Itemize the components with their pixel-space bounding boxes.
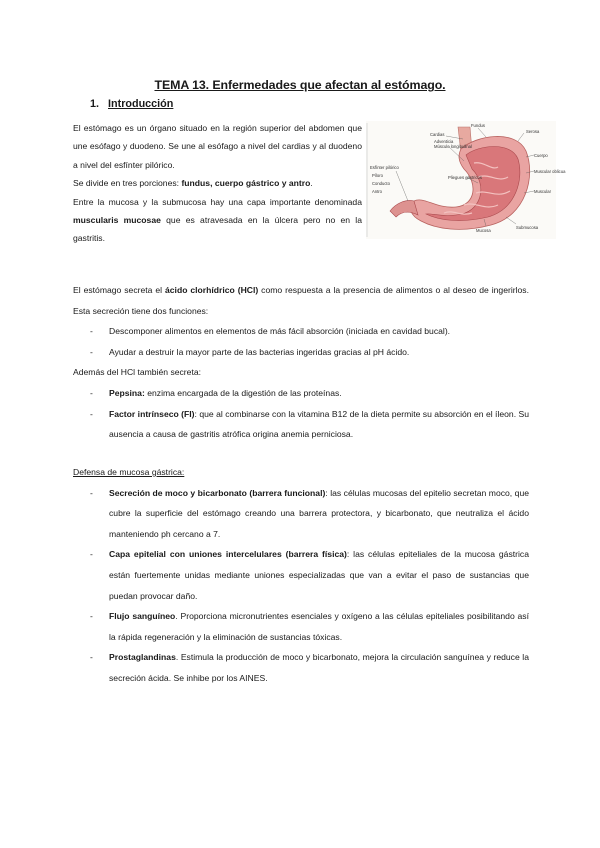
label-pliegues: Pliegues gástricos [448, 175, 482, 180]
acid-paragraph [73, 280, 529, 321]
stomach-illustration [366, 121, 566, 239]
label-submucosa: Submucosa [516, 225, 539, 230]
label-esfinter: Esfínter pilórico [370, 165, 399, 170]
list-item-text: Ayudar a destruir la mayor parte de las bacterias ingeridas gracias al pH ácido. [109, 346, 410, 357]
label-muscular: Muscular [534, 189, 551, 194]
stomach-anatomy-figure [366, 121, 566, 239]
list-item-text: Descomponer alimentos en elementos de más fácil absorción (iniciada en cavidad bucal). [109, 326, 451, 337]
list-item [73, 647, 529, 688]
bold-run: Factor intrínseco (FI) [109, 408, 195, 419]
list-item [73, 606, 529, 647]
bold-run: Prostaglandinas [109, 652, 176, 663]
also-secretes-paragraph: Además del HCl también secreta: [73, 367, 202, 378]
label-serosa: Serosa [526, 129, 540, 134]
dash-marker: - [90, 408, 93, 419]
dash-marker: - [90, 387, 93, 398]
text-run: El estómago secreta el [73, 285, 165, 295]
text-run: : que al combinarse con la vitamina B12 de la dieta permite su absorción en el íleon. Su ausencia a causa de gastritis atrófica origina anemia perniciosa. [109, 408, 530, 440]
list-item [73, 321, 529, 342]
dash-marker: - [90, 611, 93, 622]
acid-section [73, 280, 529, 445]
defense-heading: Defensa de mucosa gástrica: [73, 467, 185, 477]
text-run: : las células mucosas del epitelio secretan moco, que cubre la superficie del estómago creando una barrera protectora, y bicarbonato, que neutraliza el ácido manteniendo ph cercano a 7. [109, 487, 530, 539]
label-cardias: Cardias [430, 132, 445, 137]
list-item [73, 544, 529, 606]
bold-run: ácido clorhídrico (HCl) [165, 285, 259, 295]
dash-marker: - [90, 652, 93, 663]
section-heading [90, 98, 173, 110]
page-title: TEMA 13. Enfermedades que afectan al estómago. [154, 78, 446, 92]
list-item [73, 483, 529, 545]
secretions-list [73, 383, 529, 445]
bold-run: muscularis mucosae [73, 215, 161, 226]
text-run: . Estimula la producción de moco y bicarbonato, mejora la circulación sanguínea y reduce la secreción ácida. Se inhibe por los AINES. [109, 652, 529, 683]
intro-paragraph-3 [73, 193, 362, 248]
label-antro: Antro [372, 189, 383, 194]
dash-marker: - [90, 346, 93, 357]
text-run: que es atravesada en la úlcera pero no en la gastritis. [73, 215, 362, 244]
list-item [73, 342, 529, 363]
text-run: enzima encargada de la digestión de las proteínas. [144, 387, 342, 398]
dash-marker: - [90, 326, 93, 337]
acid-functions-list [73, 321, 529, 362]
bold-run: Flujo sanguíneo [109, 611, 176, 622]
label-cuerpo: Cuerpo [534, 153, 548, 158]
label-conducto: Conducto [372, 181, 390, 186]
text-run: : las células epiteliales de la mucosa gástrica están fuertemente unidas mediante uniones especializadas que van a evitar el paso de sustancias que puedan provocar daño. [109, 549, 529, 601]
dash-marker: - [90, 549, 93, 560]
label-fundus: Fundus [471, 123, 485, 128]
defense-section [73, 462, 529, 689]
text-run: como respuesta a la presencia de alimentos o al deseo de ingerirlos. Esta secreción tiene dos funciones: [73, 285, 529, 316]
label-piloro: Píloro [372, 173, 383, 178]
section-title: Introducción [108, 98, 174, 110]
label-mucosa: Mucosa [476, 228, 491, 233]
list-item [73, 404, 529, 445]
intro-text [73, 119, 362, 248]
bold-run: Pepsina: [109, 387, 145, 398]
bold-run: fundus, cuerpo gástrico y antro [181, 178, 311, 189]
defense-list [73, 483, 529, 689]
intro-paragraph-2 [73, 174, 362, 192]
label-adventicia: Adventicia [434, 139, 454, 144]
label-muscular-oblicua: Muscular oblicua [534, 169, 566, 174]
dash-marker: - [90, 487, 93, 498]
section-number: 1. [90, 98, 100, 110]
text-run: . [310, 178, 313, 189]
text-run: . Proporciona micronutrientes esenciales y oxígeno a las células epiteliales posibilitando así la rápida regeneración y la eliminación de sustancias tóxicas. [109, 611, 529, 642]
bold-run: Capa epitelial con uniones intercelulares (barrera física) [109, 549, 347, 560]
label-musculo-longitudinal: Músculo longitudinal [434, 144, 472, 149]
text-run: Entre la mucosa y la submucosa hay una capa importante denominada [73, 196, 362, 207]
bold-run: Secreción de moco y bicarbonato (barrera funcional) [109, 487, 326, 498]
text-run: Se divide en tres porciones: [73, 178, 182, 189]
list-item [73, 383, 529, 404]
intro-paragraph-1: El estómago es un órgano situado en la región superior del abdomen que une esófago y duodeno. Se une al esófago a nivel del cardias y al duodeno a nivel del esfínter pilórico. [73, 123, 362, 170]
